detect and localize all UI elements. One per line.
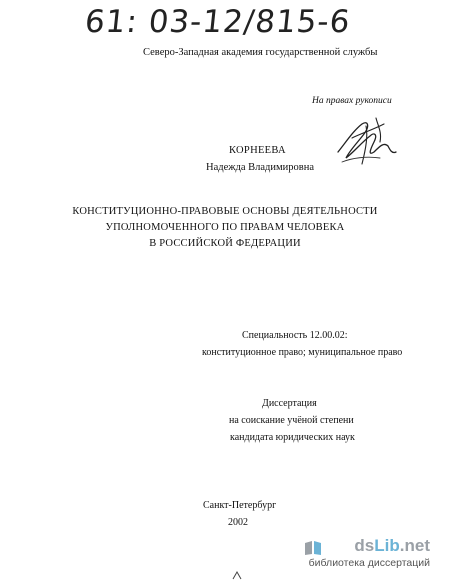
- institution-name: Северо-Западная академия государственной службы: [143, 47, 378, 58]
- author-name: Надежда Владимировна: [206, 162, 314, 173]
- rights-note: На правах рукописи: [312, 96, 392, 106]
- signature-icon: [332, 112, 400, 172]
- degree-name: кандидата юридических наук: [230, 432, 355, 443]
- author-surname: КОРНЕЕВА: [229, 145, 286, 156]
- dslib-watermark: [296, 536, 446, 576]
- dissertation-type: Диссертация: [262, 398, 317, 409]
- title-line: УПОЛНОМОЧЕННОГО ПО ПРАВАМ ЧЕЛОВЕКА: [105, 222, 345, 233]
- watermark-brand-lib: Lib: [374, 536, 400, 555]
- scan-mark-icon: [232, 570, 242, 580]
- title-line: КОНСТИТУЦИОННО-ПРАВОВЫЕ ОСНОВЫ ДЕЯТЕЛЬНОСТИ: [72, 206, 378, 217]
- specialty-label: Специальность 12.00.02:: [242, 330, 348, 341]
- watermark-brand-net: .net: [399, 536, 430, 555]
- year: 2002: [228, 517, 248, 528]
- city: Санкт-Петербург: [203, 500, 277, 511]
- watermark-tagline: библиотека диссертаций: [308, 557, 430, 569]
- handwritten-archive-number: 61: 03-12/815-6: [83, 4, 353, 40]
- book-icon: [304, 540, 322, 556]
- watermark-brand: [354, 536, 430, 556]
- watermark-brand-ds: ds: [354, 536, 375, 555]
- specialty-value: конституционное право; муниципальное право: [202, 347, 403, 358]
- title-line: В РОССИЙСКОЙ ФЕДЕРАЦИИ: [149, 238, 301, 249]
- dissertation-title: [0, 204, 450, 252]
- degree-purpose: на соискание учёной степени: [229, 415, 354, 426]
